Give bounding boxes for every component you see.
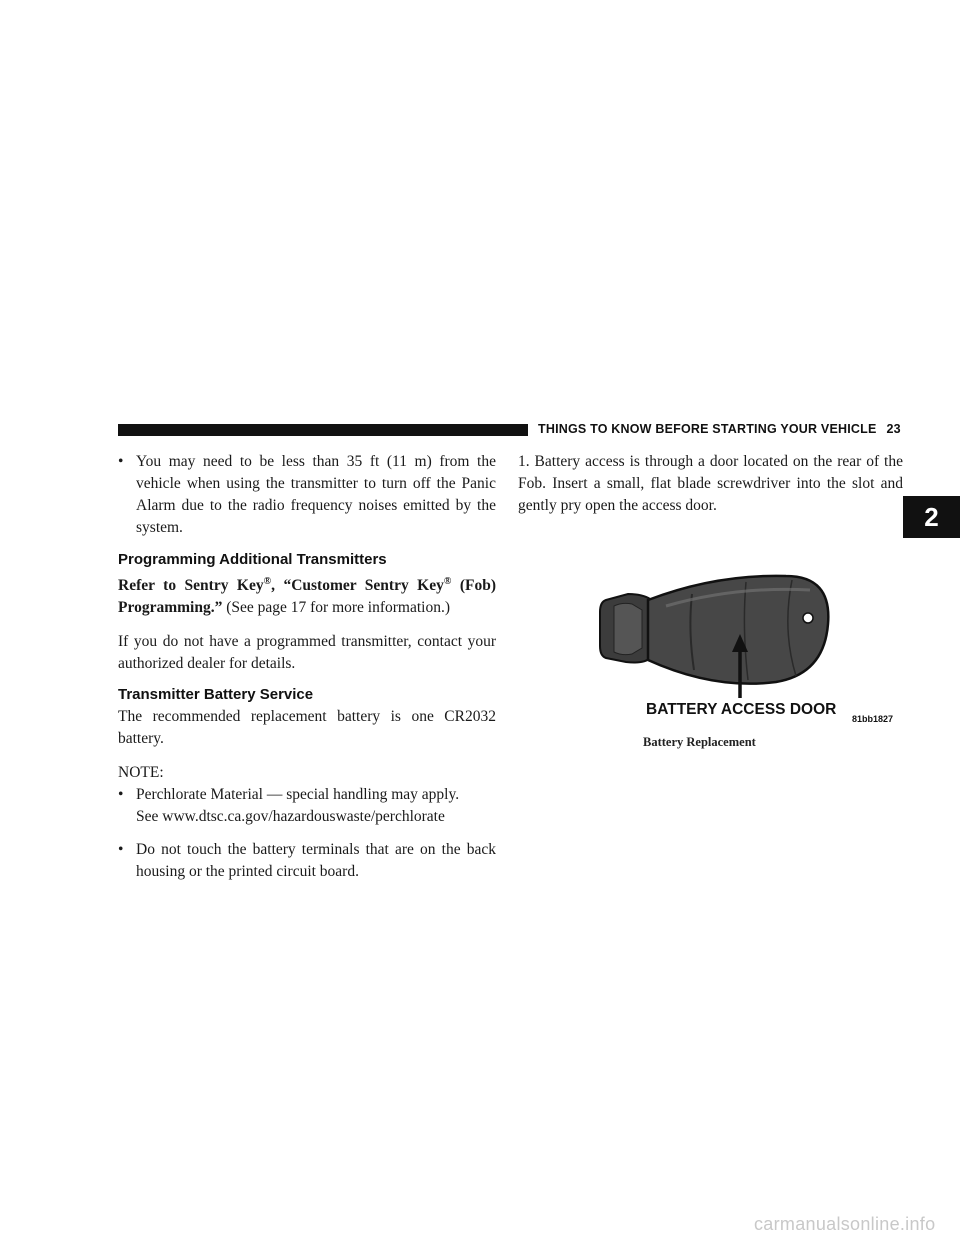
list-item xyxy=(118,839,496,883)
refer-paragraph xyxy=(118,571,496,619)
fob-blade-detail xyxy=(614,603,642,654)
range-note: You may need to be less than 35 ft (11 m) from the vehicle when using the transmitter to turn off the Panic Alarm due to the radio frequency noises emitted by the system. xyxy=(136,453,496,536)
registered-mark: ® xyxy=(263,576,272,587)
step-1-paragraph: 1. Battery access is through a door located on the rear of the Fob. Insert a small, flat blade screwdriver into the slot and gently pry open the access door. xyxy=(518,453,903,514)
heading-battery: Transmitter Battery Service xyxy=(118,686,314,704)
list-item xyxy=(118,784,496,828)
key-fob-illustration xyxy=(596,572,906,752)
refer-text-3: (Fob) Programming.” xyxy=(118,577,496,617)
figure-code: 81bb1827 xyxy=(852,714,894,724)
right-column xyxy=(518,451,903,517)
battery-paragraph: The recommended replacement battery is one CR2032 battery. xyxy=(118,708,496,748)
perchlorate-note xyxy=(136,784,496,828)
terminals-note: Do not touch the battery terminals that are on the back housing or the printed circuit board. xyxy=(136,841,496,881)
refer-page-note: (See page 17 for more information.) xyxy=(222,599,451,617)
keyring-hole-icon xyxy=(803,613,813,623)
header-title: THINGS TO KNOW BEFORE STARTING YOUR VEHICLE xyxy=(538,422,877,436)
refer-text-2: , “Customer Sentry Key xyxy=(271,577,444,595)
page-number: 23 xyxy=(886,422,901,436)
perchlorate-line-2: See www.dtsc.ca.gov/hazardouswaste/perchlorate xyxy=(136,808,445,826)
perchlorate-line-1: Perchlorate Material — special handling may apply. xyxy=(136,786,460,804)
chapter-tab: 2 xyxy=(903,496,960,538)
list-item xyxy=(118,451,496,539)
bullet-icon: • xyxy=(118,841,124,859)
bullet-icon: • xyxy=(118,453,124,470)
running-header xyxy=(538,422,901,436)
registered-mark: ® xyxy=(443,576,452,587)
heading-programming: Programming Additional Transmitters xyxy=(118,551,387,568)
left-column xyxy=(118,451,496,883)
dealer-paragraph: If you do not have a programmed transmitter, contact your authorized dealer for details. xyxy=(118,633,496,673)
bullet-icon: • xyxy=(118,786,124,804)
note-label: NOTE: xyxy=(118,764,164,782)
header-rule xyxy=(118,424,528,436)
figure-caption: Battery Replacement xyxy=(643,735,756,749)
figure-callout-label: BATTERY ACCESS DOOR xyxy=(646,701,837,718)
watermark-text: carmanualsonline.info xyxy=(754,1214,936,1234)
refer-text-1: Refer to Sentry Key xyxy=(118,577,264,595)
